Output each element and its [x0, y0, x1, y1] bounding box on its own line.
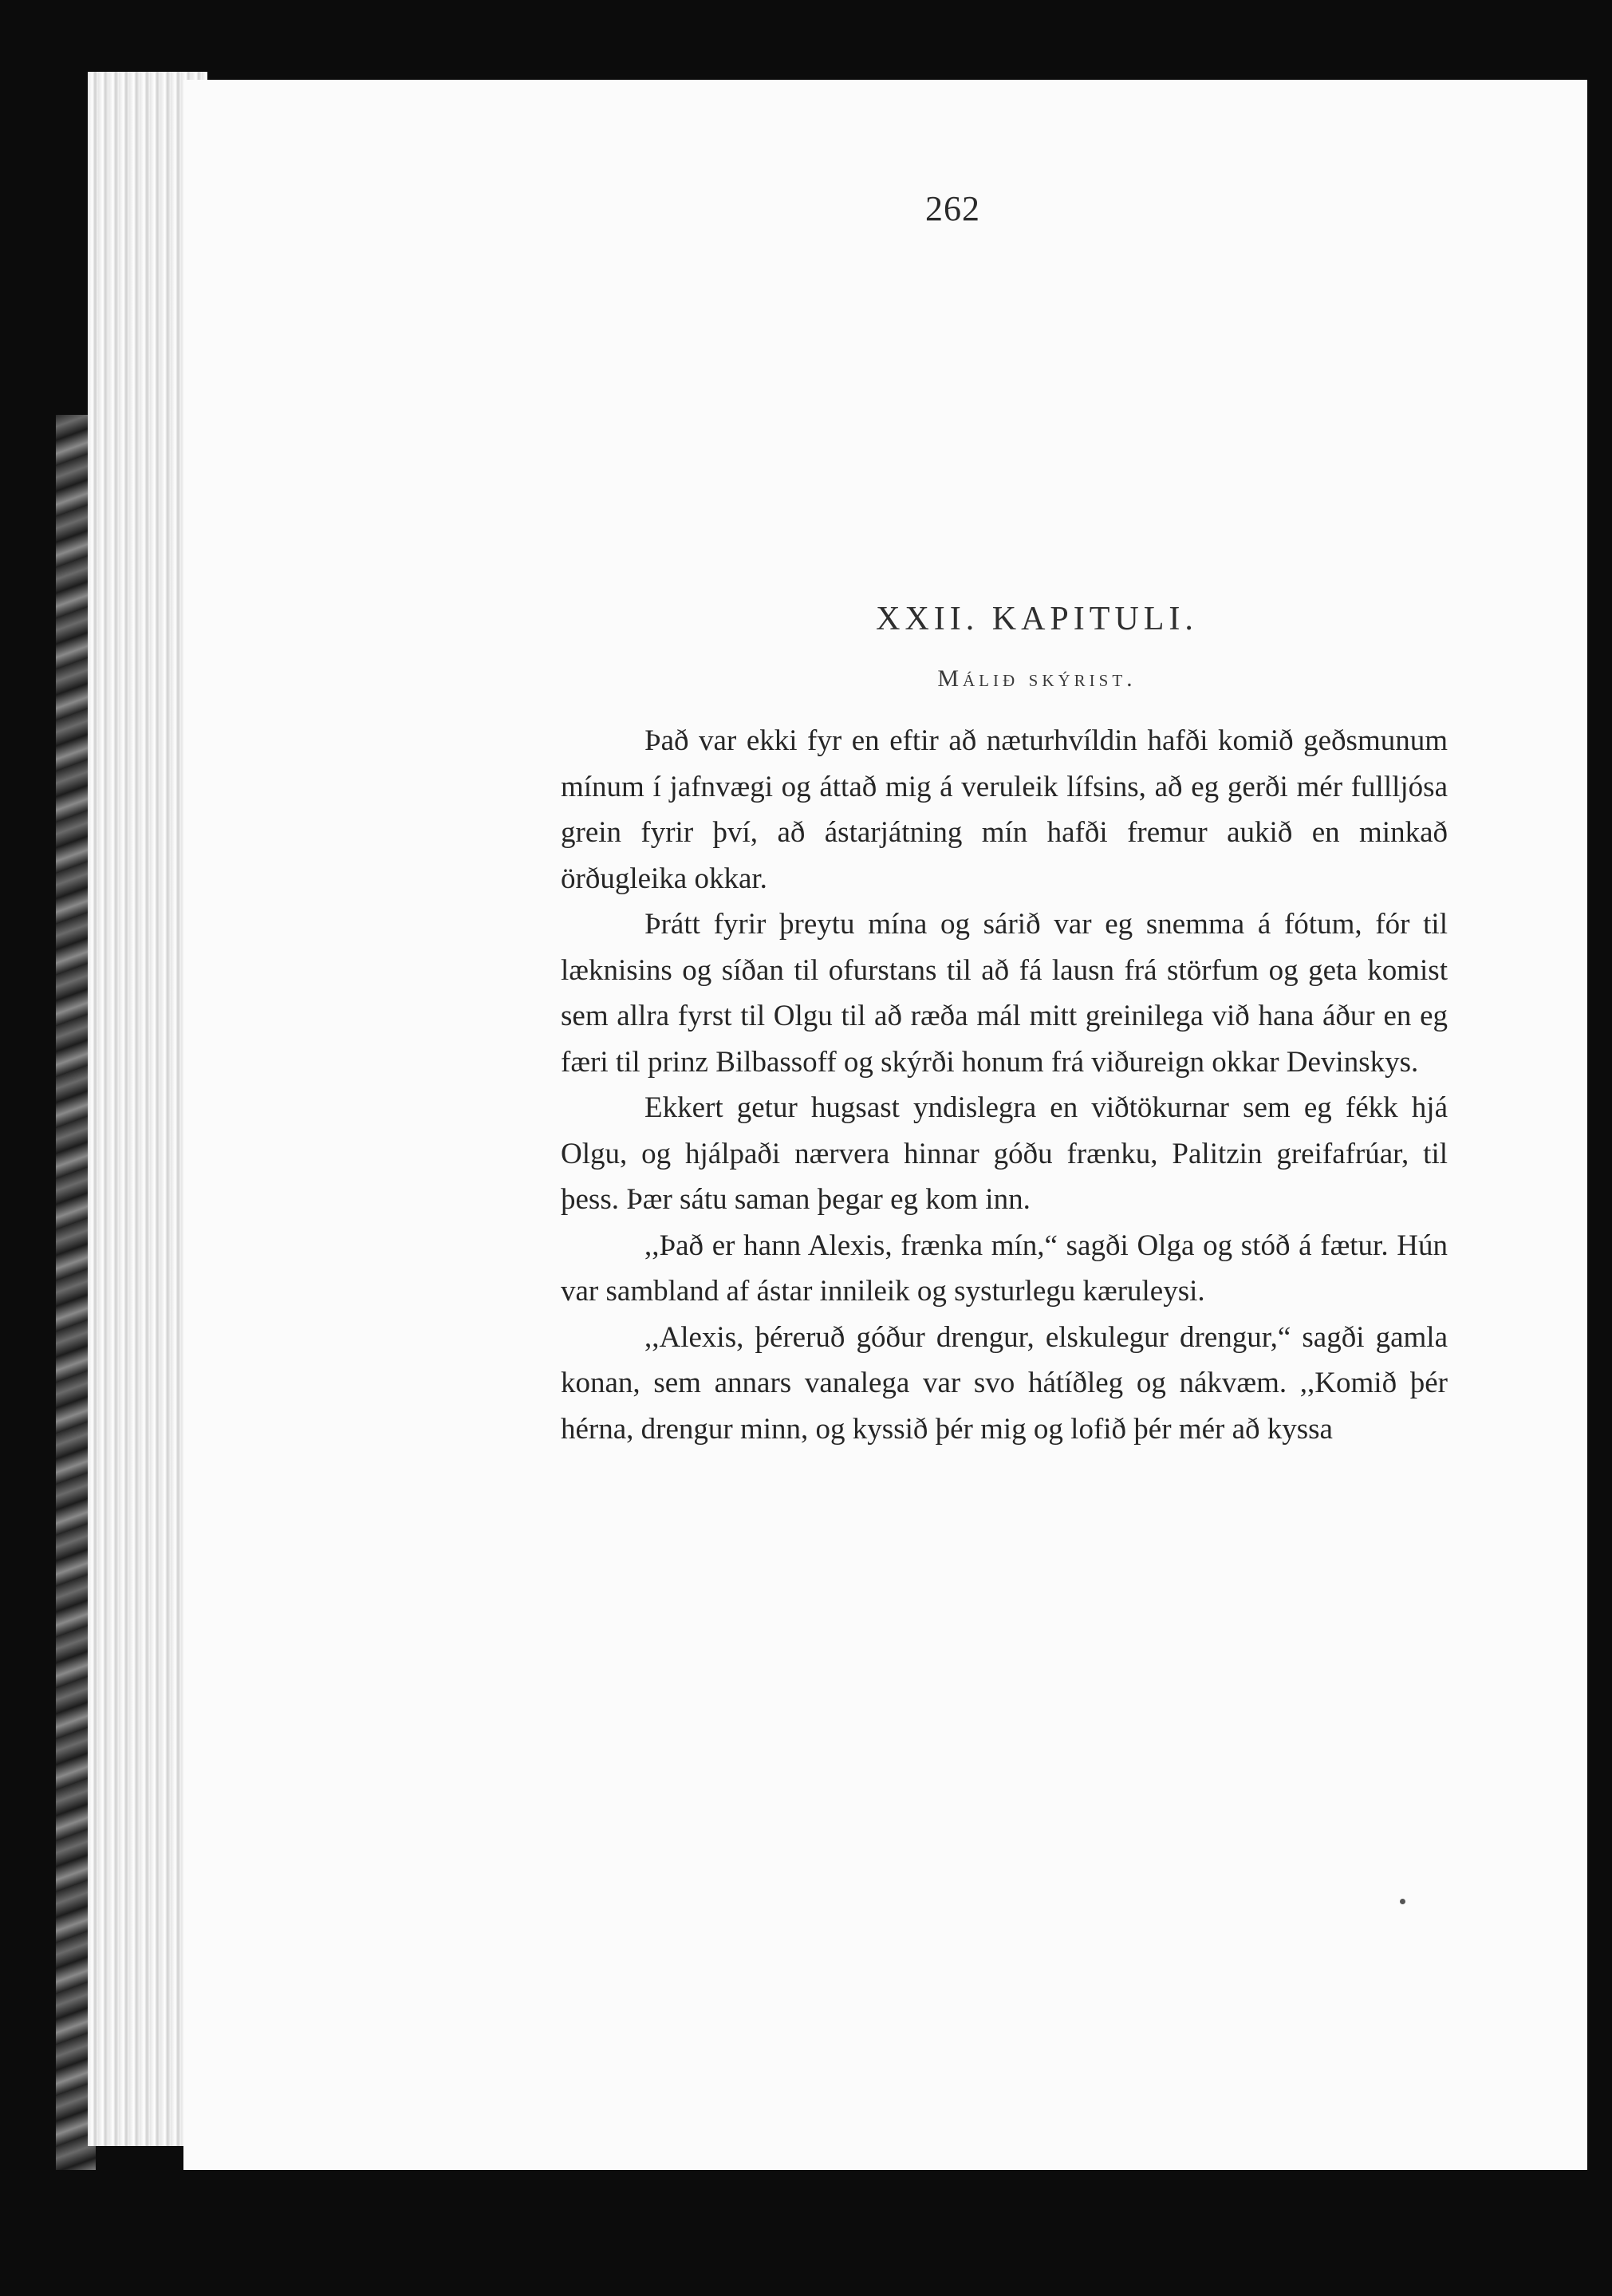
paragraph: Ekkert getur hugsast yndislegra en viðtökurnar sem eg fékk hjá Olgu, og hjálpaði nærvera hinnar góðu frænku, Palitzin greifafrúar, til þess. Þær sátu saman þegar eg kom inn.	[561, 1091, 1448, 1216]
body-text	[561, 718, 1448, 1452]
page-number: 262	[925, 189, 980, 228]
ink-speck	[1400, 1899, 1405, 1904]
chapter-subtitle: Málið skýrist.	[937, 665, 1137, 692]
chapter-title: XXII. KAPITULI.	[876, 601, 1198, 637]
paragraph: ,,Það er hann Alexis, frænka mín,“ sagði Olga og stóð á fætur. Hún var sambland af ástar innileik og systurlegu kæruleysi.	[561, 1229, 1448, 1308]
paragraph: Það var ekki fyr en eftir að næturhvíldin hafði komið geðsmunum mínum í jafnvægi og áttað mig á veruleik lífsins, að eg gerði mér fullljósa grein fyrir því, að ástarjátning mín hafði fremur aukið en minkað örðugleika okkar.	[561, 724, 1448, 895]
paragraph: Þrátt fyrir þreytu mína og sárið var eg snemma á fótum, fór til læknisins og síðan til ofurstans til að fá lausn frá störfum og geta komist sem allra fyrst til Olgu til að ræða mál mitt greinilega við hana áður en eg færi til prinz Bilbassoff og skýrði honum frá viðureign okkar Devinskys.	[561, 908, 1448, 1079]
paragraph: ,,Alexis, þéreruð góður drengur, elskulegur drengur,“ sagði gamla konan, sem annars vanalega var svo hátíðleg og nákvæm. ,,Komið þér hérna, drengur minn, og kyssið þér mig og lofið þér mér að kyssa	[561, 1320, 1448, 1446]
